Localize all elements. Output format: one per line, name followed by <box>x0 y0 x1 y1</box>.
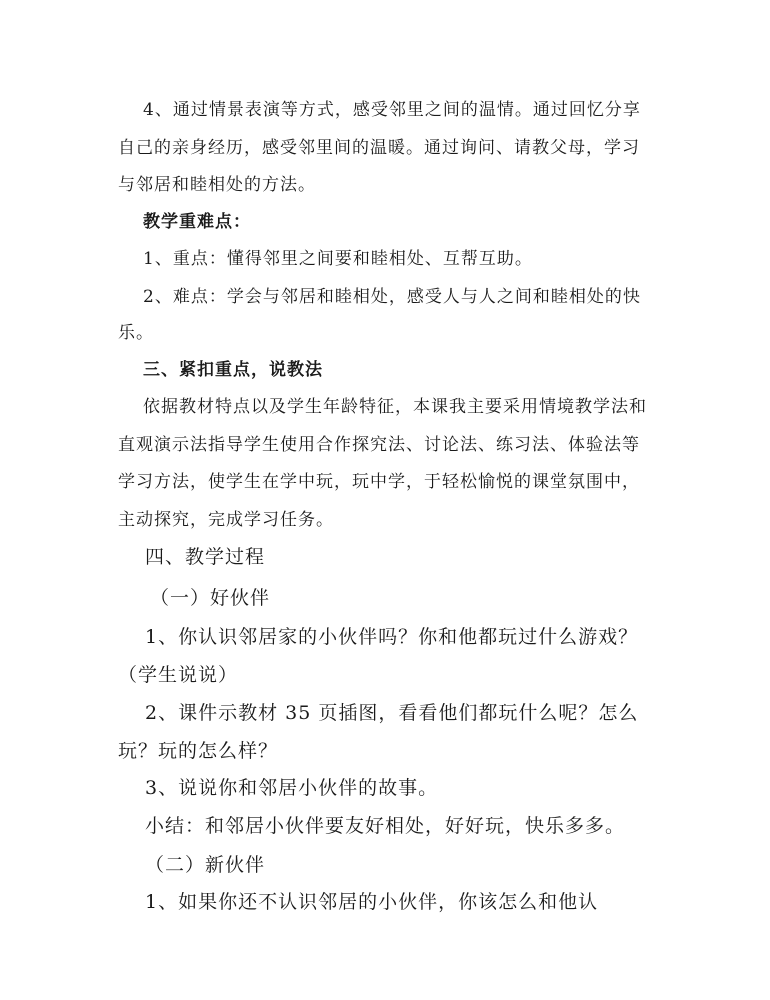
section-4-heading: 四、教学过程 <box>145 546 266 568</box>
key-point-2-line-2: 乐。 <box>118 323 154 343</box>
method-paragraph-line-2: 直观演示法指导学生使用合作探究法、讨论法、练习法、体验法等 <box>118 435 640 455</box>
question-4-line-1: 1、如果你还不认识邻居的小伙伴，你该怎么和他认 <box>145 891 599 913</box>
method-paragraph-line-3: 学习方法，使学生在学中玩，玩中学，于轻松愉悦的课堂氛围中， <box>118 472 640 492</box>
question-2-line-1: 2、课件示教材 35 页插图，看看他们都玩什么呢？怎么 <box>145 702 639 724</box>
subsection-2-heading: （二）新伙伴 <box>145 854 266 876</box>
method-paragraph-line-4: 主动探究，完成学习任务。 <box>118 510 334 530</box>
method-paragraph-line-1: 依据教材特点以及学生年龄特征，本课我主要采用情境教学法和 <box>143 397 647 417</box>
paragraph-1-line-2: 自己的亲身经历，感受邻里间的温暖。通过询问、请教父母，学习 <box>118 138 640 158</box>
key-point-2-line-1: 2、难点：学会与邻居和睦相处，感受人与人之间和睦相处的快 <box>143 287 641 307</box>
key-points-heading: 教学重难点： <box>143 212 251 232</box>
question-1-line-2: （学生说说） <box>118 664 239 686</box>
key-point-1: 1、重点：懂得邻里之间要和睦相处、互帮互助。 <box>143 249 533 269</box>
section-3-heading: 三、紧扣重点，说教法 <box>143 360 323 380</box>
summary-line: 小结：和邻居小伙伴要友好相处，好好玩，快乐多多。 <box>145 815 626 837</box>
paragraph-1-line-1: 4、通过情景表演等方式，感受邻里之间的温情。通过回忆分享 <box>143 100 641 120</box>
question-2-line-2: 玩？玩的怎么样？ <box>118 740 279 762</box>
question-3: 3、说说你和邻居小伙伴的故事。 <box>145 777 439 799</box>
paragraph-1-line-3: 与邻居和睦相处的方法。 <box>118 175 316 195</box>
subsection-1-heading: （一）好伙伴 <box>150 587 271 609</box>
question-1-line-1: 1、你认识邻居家的小伙伴吗？你和他都玩过什么游戏？ <box>145 626 639 648</box>
